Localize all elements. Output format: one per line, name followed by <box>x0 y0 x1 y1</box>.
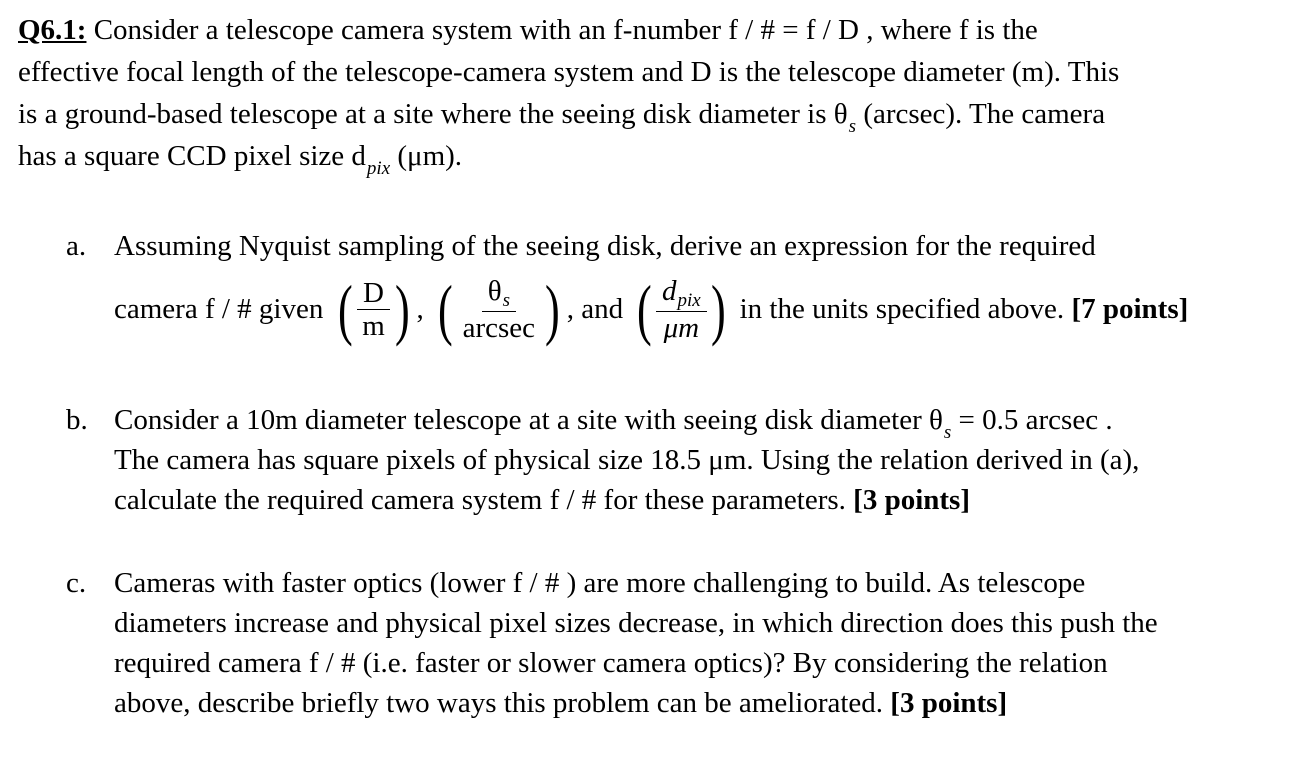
fraction-3-denominator: μm <box>663 311 700 344</box>
intro-line-2: effective focal length of the telescope-camera system and D is the telescope diameter (m). This <box>18 56 1120 88</box>
dpix-subscript: pix <box>677 289 701 311</box>
part-b-text-1-tail: = 0.5 arcsec . <box>951 404 1113 436</box>
intro-text-4: has a square CCD pixel size d <box>18 140 366 172</box>
fraction-2 <box>457 275 541 344</box>
theta-s-subscript: s <box>502 289 510 311</box>
fraction-3-numerator <box>656 275 707 312</box>
part-c-line-1: Cameras with faster optics (lower f / # ) are more challenging to build. As telescope <box>114 567 1086 599</box>
intro-text-1: Consider a telescope camera system with an f-number f / # = f / D , where f is the <box>93 14 1038 46</box>
part-b-letter: b. <box>66 404 88 436</box>
left-paren: ( <box>337 271 353 347</box>
fraction-2-numerator <box>482 275 516 312</box>
part-a-formula-line <box>114 271 1189 354</box>
intro-text-3-tail: (arcsec). The camera <box>856 98 1106 130</box>
fraction-dpix-over-um <box>633 271 729 347</box>
part-c <box>66 563 1286 733</box>
right-paren: ) <box>545 271 560 347</box>
fraction-3 <box>656 275 707 344</box>
comma-1: , <box>416 293 424 325</box>
left-paren: ( <box>637 271 653 347</box>
fraction-d-over-m <box>334 271 414 347</box>
part-b-line-3 <box>114 480 1284 520</box>
intro-text-3: is a ground-based telescope at a site where the seeing disk diameter is θ <box>18 98 848 130</box>
part-b-body <box>114 400 1284 520</box>
intro-line-1 <box>18 10 1288 52</box>
part-a-points: [7 points] <box>1071 293 1189 325</box>
part-a-suffix: in the units specified above. <box>732 293 1072 325</box>
intro-line-4 <box>18 136 1288 178</box>
part-b <box>66 400 1286 530</box>
part-a-body <box>114 226 1284 266</box>
part-b-line-1 <box>114 400 1284 443</box>
part-c-points: [3 points] <box>890 687 1008 719</box>
right-paren: ) <box>710 271 726 347</box>
fraction-2-denominator: arcsec <box>462 311 536 344</box>
fraction-1 <box>356 277 391 342</box>
part-c-line-4 <box>114 683 1284 723</box>
part-c-line-2: diameters increase and physical pixel sizes decrease, in which direction does this push the <box>114 607 1158 639</box>
theta-symbol: θ <box>487 274 502 307</box>
part-b-text-1: Consider a 10m diameter telescope at a site with seeing disk diameter θ <box>114 404 943 436</box>
part-a-letter: a. <box>66 230 87 262</box>
part-b-points: [3 points] <box>853 484 970 516</box>
fraction-1-denominator: m <box>362 309 385 342</box>
part-a <box>66 226 1286 366</box>
part-a-prefix: camera f / # given <box>114 293 324 325</box>
question-number: Q6.1: <box>18 14 87 46</box>
fraction-theta-over-arcsec <box>434 271 564 347</box>
part-a-line-1: Assuming Nyquist sampling of the seeing disk, derive an expression for the required <box>114 230 1096 262</box>
right-paren: ) <box>394 271 410 347</box>
part-c-text-4: above, describe briefly two ways this problem can be ameliorated. <box>114 687 891 719</box>
part-c-body <box>114 563 1284 723</box>
part-c-line-3: required camera f / # (i.e. faster or slower camera optics)? By considering the relation <box>114 647 1108 679</box>
left-paren: ( <box>437 271 453 347</box>
theta-s-subscript: s <box>943 422 952 443</box>
question-intro <box>18 10 1288 178</box>
intro-line-3 <box>18 94 1288 136</box>
intro-text-4-tail: (μm). <box>390 140 463 172</box>
and-text: , and <box>566 293 624 325</box>
pix-subscript: pix <box>366 158 391 179</box>
theta-subscript: s <box>848 116 857 137</box>
d-symbol: d <box>662 274 677 307</box>
part-b-line-2: The camera has square pixels of physical size 18.5 μm. Using the relation derived in (a), <box>114 444 1140 476</box>
fraction-1-numerator: D <box>357 277 390 310</box>
part-c-letter: c. <box>66 567 87 599</box>
part-b-text-3: calculate the required camera system f / # for these parameters. <box>114 484 854 516</box>
